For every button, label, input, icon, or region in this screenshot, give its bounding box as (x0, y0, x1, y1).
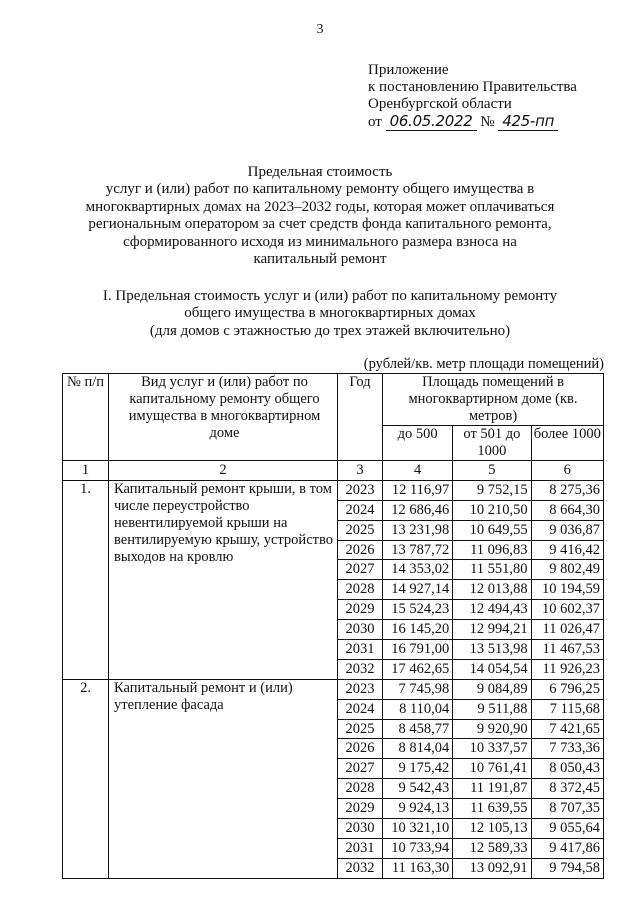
title-line: региональным оператором за счет средств фонда капитального ремонта, (88, 216, 552, 233)
year-cell: 2031 (338, 838, 383, 858)
date-prefix: от (368, 114, 382, 130)
price-over-1000: 8 707,35 (531, 799, 603, 819)
year-cell: 2029 (338, 799, 383, 819)
column-index: 6 (531, 461, 603, 481)
header-col-medium: от 501 до 1000 (453, 426, 531, 461)
year-cell: 2026 (338, 739, 383, 759)
price-up-to-500: 14 353,02 (383, 560, 453, 580)
year-cell: 2029 (338, 600, 383, 620)
price-over-1000: 8 050,43 (531, 759, 603, 779)
page-number: 3 (316, 22, 324, 37)
price-up-to-500: 8 458,77 (383, 719, 453, 739)
section-line: (для домов с этажностью до трех этажей включительно) (149, 322, 511, 339)
year-cell: 2027 (338, 759, 383, 779)
year-cell: 2026 (338, 540, 383, 560)
price-501-1000: 10 649,55 (453, 520, 531, 540)
section-title (60, 288, 600, 340)
price-up-to-500: 7 745,98 (383, 679, 453, 699)
header-year: Год (338, 374, 383, 461)
price-up-to-500: 14 927,14 (383, 580, 453, 600)
price-up-to-500: 8 814,04 (383, 739, 453, 759)
header-col-small: до 500 (383, 426, 453, 461)
price-over-1000: 11 467,53 (531, 640, 603, 660)
year-cell: 2032 (338, 858, 383, 878)
table-body (63, 461, 604, 879)
year-cell: 2031 (338, 640, 383, 660)
header-work: Вид услуг и (или) работ по капитальному ремонту общего имущества в многоквартирном доме (109, 374, 338, 461)
price-over-1000: 10 194,59 (531, 580, 603, 600)
price-up-to-500: 17 462,65 (383, 659, 453, 679)
price-over-1000: 9 802,49 (531, 560, 603, 580)
price-over-1000: 7 115,68 (531, 699, 603, 719)
column-index: 4 (383, 461, 453, 481)
price-up-to-500: 10 733,94 (383, 838, 453, 858)
price-up-to-500: 9 542,43 (383, 779, 453, 799)
price-over-1000: 9 036,87 (531, 520, 603, 540)
section-line: общего имущества в многоквартирных домах (184, 305, 476, 322)
price-over-1000: 6 796,25 (531, 679, 603, 699)
price-over-1000: 9 417,86 (531, 838, 603, 858)
price-501-1000: 12 994,21 (453, 620, 531, 640)
table-row (63, 480, 604, 500)
price-over-1000: 11 926,23 (531, 659, 603, 679)
price-up-to-500: 10 321,10 (383, 819, 453, 839)
price-up-to-500: 12 116,97 (383, 480, 453, 500)
title-line: сформированного исходя из минимального размера взноса на (123, 233, 517, 250)
price-up-to-500: 11 163,30 (383, 858, 453, 878)
price-table (62, 373, 604, 879)
units-note: (рублей/кв. метр площади помещений) (363, 356, 604, 372)
document-title (60, 164, 580, 268)
appendix-region: Оренбургской области (368, 96, 512, 112)
price-up-to-500: 13 231,98 (383, 520, 453, 540)
title-line: капитальный ремонт (253, 251, 387, 268)
price-501-1000: 9 511,88 (453, 699, 531, 719)
title-line: многоквартирных домах на 2023–2032 годы, которая может оплачиваться (85, 198, 555, 215)
handwritten-date: 06.05.2022 (386, 113, 477, 131)
column-index-row (63, 461, 604, 481)
column-index: 5 (453, 461, 531, 481)
price-up-to-500: 8 110,04 (383, 699, 453, 719)
appendix-resolution: к постановлению Правительства (368, 79, 577, 95)
work-type: Капитальный ремонт и (или) утепление фасада (109, 679, 338, 878)
work-type: Капитальный ремонт крыши, в том числе переустройство невентилируемой крыши на вентилируемую крышу, устройство выходов на кровлю (109, 480, 338, 679)
appendix-date-line (368, 113, 577, 131)
year-cell: 2024 (338, 500, 383, 520)
header-row (63, 374, 604, 426)
table-row (63, 679, 604, 699)
year-cell: 2028 (338, 580, 383, 600)
price-up-to-500: 12 686,46 (383, 500, 453, 520)
price-501-1000: 12 013,88 (453, 580, 531, 600)
price-up-to-500: 16 791,00 (383, 640, 453, 660)
year-cell: 2023 (338, 480, 383, 500)
price-over-1000: 11 026,47 (531, 620, 603, 640)
price-501-1000: 10 761,41 (453, 759, 531, 779)
title-line: Предельная стоимость (247, 164, 393, 180)
year-cell: 2023 (338, 679, 383, 699)
price-501-1000: 11 551,80 (453, 560, 531, 580)
price-over-1000: 7 421,65 (531, 719, 603, 739)
price-up-to-500: 13 787,72 (383, 540, 453, 560)
price-501-1000: 9 752,15 (453, 480, 531, 500)
price-up-to-500: 9 924,13 (383, 799, 453, 819)
year-cell: 2024 (338, 699, 383, 719)
appendix-label: Приложение (368, 62, 449, 78)
column-index: 2 (109, 461, 338, 481)
year-cell: 2025 (338, 520, 383, 540)
price-over-1000: 7 733,36 (531, 739, 603, 759)
handwritten-number: 425-пп (498, 113, 558, 131)
title-line: услуг и (или) работ по капитальному ремонту общего имущества в (105, 181, 535, 198)
price-up-to-500: 16 145,20 (383, 620, 453, 640)
row-number: 2. (63, 679, 109, 878)
column-index: 3 (338, 461, 383, 481)
price-501-1000: 11 191,87 (453, 779, 531, 799)
row-number: 1. (63, 480, 109, 679)
price-501-1000: 10 337,57 (453, 739, 531, 759)
price-over-1000: 9 416,42 (531, 540, 603, 560)
price-over-1000: 10 602,37 (531, 600, 603, 620)
number-prefix: № (480, 114, 495, 130)
price-501-1000: 12 105,13 (453, 819, 531, 839)
section-line: I. Предельная стоимость услуг и (или) работ по капитальному ремонту (102, 288, 558, 304)
price-501-1000: 13 513,98 (453, 640, 531, 660)
price-501-1000: 9 084,89 (453, 679, 531, 699)
price-501-1000: 14 054,54 (453, 659, 531, 679)
price-501-1000: 9 920,90 (453, 719, 531, 739)
price-over-1000: 8 664,30 (531, 500, 603, 520)
year-cell: 2028 (338, 779, 383, 799)
price-over-1000: 9 055,64 (531, 819, 603, 839)
appendix-block (368, 62, 577, 131)
price-up-to-500: 9 175,42 (383, 759, 453, 779)
price-over-1000: 8 275,36 (531, 480, 603, 500)
header-num: № п/п (63, 374, 109, 461)
price-501-1000: 11 639,55 (453, 799, 531, 819)
price-up-to-500: 15 524,23 (383, 600, 453, 620)
price-501-1000: 11 096,83 (453, 540, 531, 560)
price-over-1000: 8 372,45 (531, 779, 603, 799)
year-cell: 2030 (338, 620, 383, 640)
price-over-1000: 9 794,58 (531, 858, 603, 878)
year-cell: 2032 (338, 659, 383, 679)
price-501-1000: 12 494,43 (453, 600, 531, 620)
price-501-1000: 12 589,33 (453, 838, 531, 858)
year-cell: 2030 (338, 819, 383, 839)
year-cell: 2025 (338, 719, 383, 739)
price-501-1000: 13 092,91 (453, 858, 531, 878)
column-index: 1 (63, 461, 109, 481)
year-cell: 2027 (338, 560, 383, 580)
price-501-1000: 10 210,50 (453, 500, 531, 520)
header-col-large: более 1000 (531, 426, 603, 461)
header-area: Площадь помещений в многоквартирном доме (кв. метров) (383, 374, 604, 426)
